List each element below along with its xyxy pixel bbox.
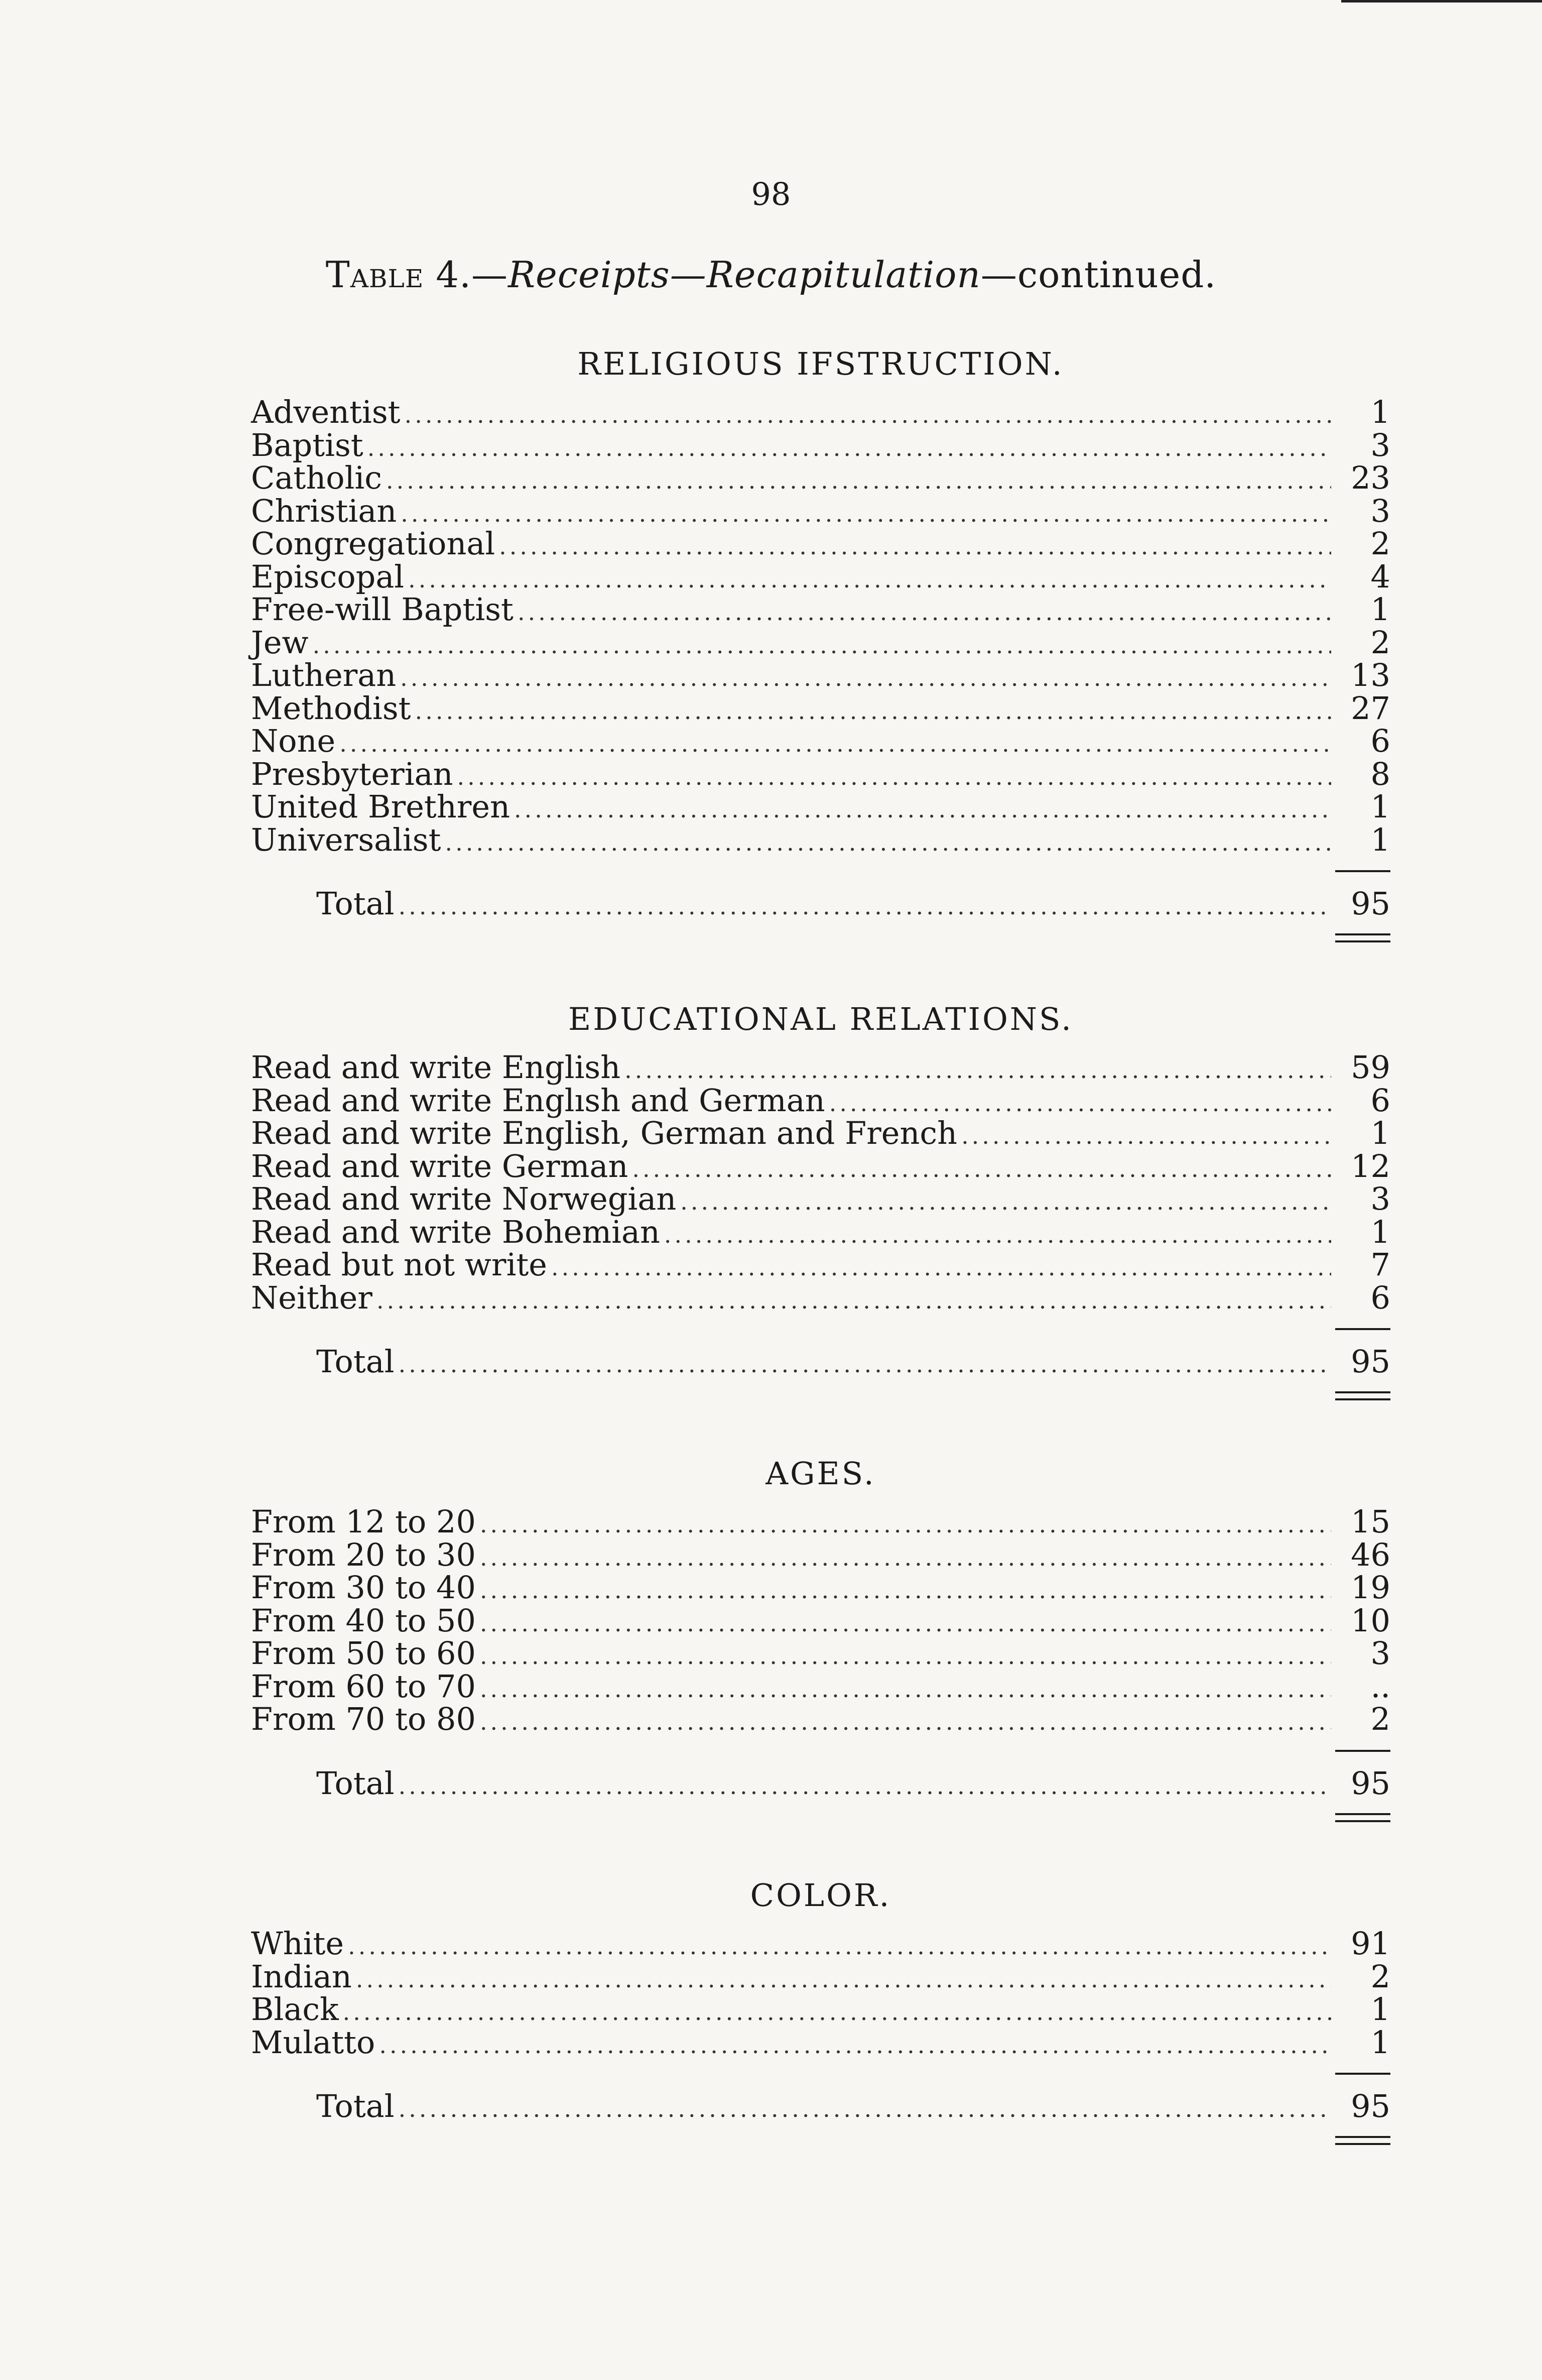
table-row bbox=[251, 1213, 1390, 1250]
row-label: Neither bbox=[251, 1279, 372, 1316]
table-row bbox=[251, 790, 1390, 823]
row-value: 1 bbox=[1370, 2024, 1390, 2061]
leader-dots bbox=[518, 596, 1331, 629]
row-value: 4 bbox=[1370, 558, 1390, 595]
table-row bbox=[251, 626, 1390, 659]
row-value: 13 bbox=[1351, 657, 1390, 693]
leader-dots bbox=[399, 2091, 1331, 2126]
leader-dots bbox=[480, 1574, 1331, 1607]
row-value: 8 bbox=[1370, 755, 1390, 792]
table-row bbox=[251, 1927, 1390, 1960]
row-label: Christian bbox=[251, 492, 397, 529]
total-label: Total bbox=[316, 885, 395, 922]
corner-rule bbox=[1341, 0, 1542, 3]
row-label: United Brethren bbox=[251, 788, 510, 825]
row-label: White bbox=[251, 1925, 344, 1962]
leader-dots bbox=[680, 1185, 1331, 1219]
table-row bbox=[251, 823, 1390, 857]
total-number: 95 bbox=[1351, 1343, 1390, 1380]
leader-dots bbox=[480, 1640, 1331, 1673]
row-value: 15 bbox=[1351, 1503, 1390, 1540]
row-value: 3 bbox=[1370, 492, 1390, 529]
leader-dots bbox=[386, 464, 1331, 498]
row-value: 91 bbox=[1351, 1925, 1390, 1962]
row-value: 1 bbox=[1370, 1213, 1390, 1250]
row-label: Read but not write bbox=[251, 1246, 547, 1283]
sum-rule bbox=[1335, 2073, 1390, 2075]
leader-dots bbox=[376, 1284, 1331, 1318]
total-number: 95 bbox=[1351, 885, 1390, 922]
section-heading: AGES. bbox=[765, 1455, 876, 1492]
table-row bbox=[251, 689, 1390, 727]
row-value: 1 bbox=[1370, 1991, 1390, 2028]
row-label: Read and write Bohemian bbox=[251, 1213, 660, 1250]
leader-dots bbox=[405, 399, 1331, 432]
row-label: None bbox=[251, 723, 336, 759]
table-row bbox=[251, 1538, 1390, 1572]
row-label: Mulatto bbox=[251, 2024, 375, 2061]
row-value: 2 bbox=[1370, 1958, 1390, 1995]
row-value: 3 bbox=[1370, 426, 1390, 463]
leader-dots bbox=[457, 761, 1331, 794]
table-row bbox=[251, 659, 1390, 692]
double-rule bbox=[1335, 2136, 1390, 2145]
total-label: Total bbox=[316, 1343, 395, 1380]
row-label: Lutheran bbox=[251, 657, 397, 693]
section-religious bbox=[251, 341, 1390, 921]
row-value: 12 bbox=[1351, 1147, 1390, 1184]
table-row bbox=[251, 1147, 1390, 1184]
section-ages bbox=[251, 1451, 1390, 1801]
total-label: Total bbox=[316, 2088, 395, 2124]
row-value: 2 bbox=[1370, 525, 1390, 562]
row-value: 3 bbox=[1370, 1180, 1390, 1217]
row-value: 1 bbox=[1370, 1115, 1390, 1151]
row-label: Read and write German bbox=[251, 1147, 628, 1184]
table-title-suffix: —continued. bbox=[980, 254, 1217, 296]
row-value: 1 bbox=[1370, 788, 1390, 825]
row-value: 46 bbox=[1351, 1536, 1390, 1573]
table-title-italic: Receipts—Recapitulation bbox=[507, 254, 981, 296]
row-value: 2 bbox=[1370, 624, 1390, 661]
row-label: From 50 to 60 bbox=[251, 1635, 476, 1672]
row-label: Catholic bbox=[251, 459, 382, 496]
total-row bbox=[251, 886, 1390, 921]
total-row bbox=[251, 2089, 1390, 2124]
table-row bbox=[251, 1670, 1390, 1703]
table-row bbox=[251, 2026, 1390, 2059]
row-label: From 20 to 30 bbox=[251, 1536, 476, 1573]
section-heading: RELIGIOUS IFSTRUCTION. bbox=[577, 345, 1064, 382]
row-label: From 70 to 80 bbox=[251, 1701, 476, 1737]
row-label: Read and write English bbox=[251, 1049, 621, 1086]
row-value: 10 bbox=[1351, 1602, 1390, 1639]
leader-dots bbox=[499, 530, 1331, 563]
row-label: From 60 to 70 bbox=[251, 1668, 476, 1705]
table-row bbox=[251, 461, 1390, 495]
total-value bbox=[1335, 1766, 1390, 1801]
row-value: 3 bbox=[1370, 1635, 1390, 1672]
table-row bbox=[251, 396, 1390, 429]
table-row bbox=[251, 1248, 1390, 1281]
total-number: 95 bbox=[1351, 2088, 1390, 2124]
table-row bbox=[251, 527, 1390, 560]
leader-dots bbox=[399, 1768, 1331, 1804]
leader-dots bbox=[339, 728, 1331, 761]
row-value: 6 bbox=[1370, 1082, 1390, 1119]
table-row bbox=[251, 1505, 1390, 1538]
leader-dots bbox=[480, 1706, 1331, 1739]
row-value: 1 bbox=[1370, 394, 1390, 430]
leader-dots bbox=[514, 793, 1331, 826]
table-row bbox=[251, 1117, 1390, 1150]
table-row bbox=[251, 593, 1390, 626]
row-value: 27 bbox=[1351, 689, 1390, 727]
table-row bbox=[251, 725, 1390, 758]
total-row bbox=[251, 1344, 1390, 1379]
leader-dots bbox=[399, 1347, 1331, 1382]
row-label: Episcopal bbox=[251, 558, 405, 595]
section-color bbox=[251, 1873, 1390, 2124]
total-row bbox=[251, 1766, 1390, 1801]
leader-dots bbox=[480, 1607, 1331, 1640]
leader-dots bbox=[343, 1996, 1331, 2029]
row-value: 23 bbox=[1351, 459, 1390, 496]
leader-dots bbox=[408, 563, 1331, 597]
leader-dots bbox=[399, 889, 1331, 924]
row-value: 19 bbox=[1351, 1569, 1390, 1606]
total-value bbox=[1335, 2089, 1390, 2124]
leader-dots bbox=[401, 498, 1331, 531]
section-heading: COLOR. bbox=[750, 1877, 891, 1914]
leader-dots bbox=[367, 432, 1331, 465]
row-label: Free-will Baptist bbox=[251, 591, 513, 628]
page-number: 98 bbox=[751, 176, 791, 212]
row-value: 59 bbox=[1351, 1049, 1390, 1086]
row-label: From 12 to 20 bbox=[251, 1503, 476, 1540]
row-label: Baptist bbox=[251, 426, 363, 463]
row-label: From 30 to 40 bbox=[251, 1569, 476, 1606]
leader-dots bbox=[313, 629, 1331, 662]
row-value: 1 bbox=[1370, 821, 1390, 858]
row-label: Congregational bbox=[251, 525, 495, 562]
sum-rule bbox=[1335, 1328, 1390, 1330]
total-value bbox=[1335, 1344, 1390, 1379]
table-row bbox=[251, 1960, 1390, 1993]
table-row bbox=[251, 560, 1390, 593]
table-row bbox=[251, 1571, 1390, 1604]
leader-dots bbox=[415, 695, 1331, 728]
leader-dots bbox=[379, 2029, 1331, 2062]
leader-dots bbox=[632, 1153, 1331, 1186]
row-label: Read and write English, German and French bbox=[251, 1115, 958, 1151]
double-rule bbox=[1335, 1813, 1390, 1822]
row-label: Read and write Norwegian bbox=[251, 1180, 677, 1217]
leader-dots bbox=[551, 1251, 1331, 1284]
leader-dots bbox=[445, 826, 1331, 860]
total-label: Total bbox=[316, 1764, 395, 1802]
table-title-number: 4.— bbox=[424, 254, 508, 296]
row-label: Methodist bbox=[251, 689, 411, 727]
table-row bbox=[251, 492, 1390, 529]
sum-rule bbox=[1335, 870, 1390, 872]
row-label: Black bbox=[251, 1991, 339, 2028]
row-label: Read and write Englısh and German bbox=[251, 1082, 825, 1119]
double-rule bbox=[1335, 933, 1390, 942]
total-number: 95 bbox=[1351, 1764, 1390, 1802]
leader-dots bbox=[356, 1963, 1331, 1996]
row-value: .. bbox=[1370, 1668, 1390, 1705]
row-label: Adventist bbox=[251, 394, 401, 430]
row-label: From 40 to 50 bbox=[251, 1602, 476, 1639]
table-row bbox=[251, 755, 1390, 792]
table-row bbox=[251, 1051, 1390, 1084]
row-label: Indian bbox=[251, 1958, 352, 1995]
table-row bbox=[251, 426, 1390, 463]
table-row bbox=[251, 1084, 1390, 1117]
row-value: 6 bbox=[1370, 723, 1390, 759]
table-title-prefix: Table bbox=[325, 254, 424, 296]
table-title bbox=[0, 254, 1542, 296]
leader-dots bbox=[480, 1508, 1331, 1541]
leader-dots bbox=[480, 1541, 1331, 1575]
leader-dots bbox=[664, 1219, 1331, 1252]
row-label: Jew bbox=[251, 624, 309, 661]
row-value: 1 bbox=[1370, 591, 1390, 628]
row-label: Universalist bbox=[251, 821, 441, 858]
row-label: Presbyterian bbox=[251, 755, 453, 792]
table-row bbox=[251, 1703, 1390, 1736]
table-row bbox=[251, 1604, 1390, 1637]
table-row bbox=[251, 1182, 1390, 1216]
double-rule bbox=[1335, 1391, 1390, 1400]
row-value: 2 bbox=[1370, 1701, 1390, 1737]
section-heading: EDUCATIONAL RELATIONS. bbox=[568, 1001, 1073, 1037]
section-educational bbox=[251, 997, 1390, 1379]
row-value: 6 bbox=[1370, 1279, 1390, 1316]
table-row bbox=[251, 1993, 1390, 2026]
total-value bbox=[1335, 886, 1390, 921]
leader-dots bbox=[348, 1930, 1331, 1963]
leader-dots bbox=[400, 662, 1331, 695]
sum-rule bbox=[1335, 1750, 1390, 1752]
leader-dots bbox=[480, 1673, 1331, 1706]
table-row bbox=[251, 1281, 1390, 1315]
row-value: 7 bbox=[1370, 1246, 1390, 1283]
leader-dots bbox=[961, 1120, 1331, 1153]
table-row bbox=[251, 1637, 1390, 1670]
